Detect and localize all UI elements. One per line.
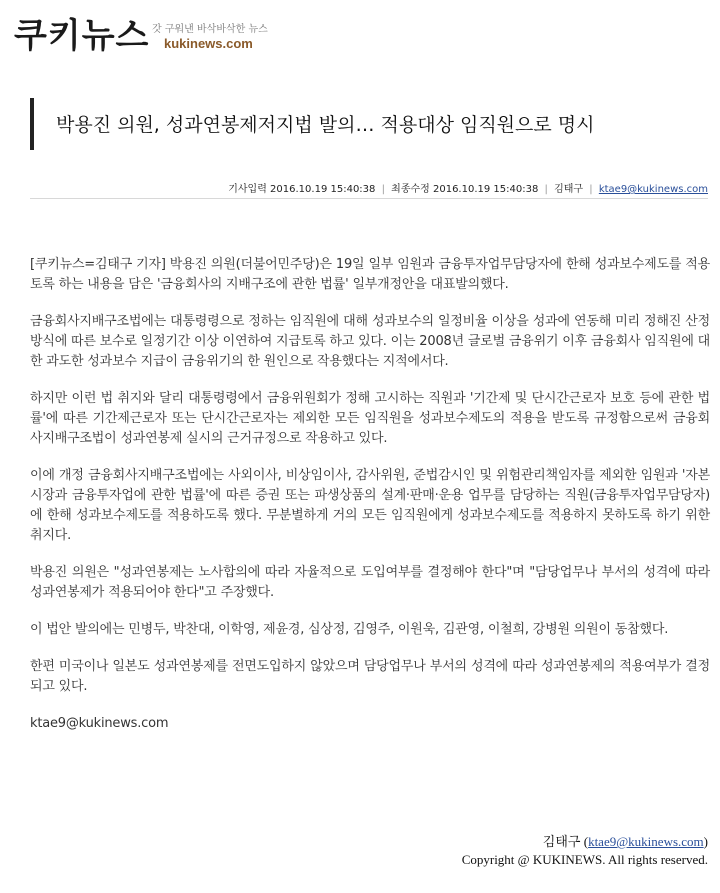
article-paragraph: 이에 개정 금융회사지배구조법에는 사외이사, 비상임이사, 감사위원, 준법감시인 및 위험관리책임자를 제외한 임원과 '자본시장과 금융투자업에 관한 법률'에 따른 증권 또는 파생상품의 설계·판매·운용 업무를 담당하는 직원(금융투자업무담당자)에 한해 성과보수제도를 적용하도록 했다. 무분별하게 거의 모든 임직원에게 성과보수제도를 적용하지 못하도록 하기 위한 취지다. [30, 468, 710, 543]
footer-author: 김태구 [542, 834, 581, 849]
article-paragraph: 이 법안 발의에는 민병두, 박찬대, 이학영, 제윤경, 심상정, 김영주, 이원욱, 김관영, 이철희, 강병원 의원이 동참했다. [30, 622, 669, 637]
meta-divider: | [381, 184, 385, 195]
article-title: 박용진 의원, 성과연봉제저지법 발의… 적용대상 임직원으로 명시 [56, 114, 595, 136]
site-slogan: 갓 구워낸 바삭바삭한 뉴스 [152, 24, 268, 35]
published-date: 2016.10.19 15:40:38 [270, 184, 376, 195]
title-bar [30, 98, 595, 150]
site-logo[interactable]: 쿠키뉴스 [14, 16, 150, 56]
modified-label: 최종수정 [391, 184, 430, 195]
meta-author: 김태구 [554, 184, 584, 195]
header-divider [30, 198, 708, 199]
article-paragraph: [쿠키뉴스=김태구 기자] 박용진 의원(더불어민주당)은 19일 일부 임원과 금융투자업무담당자에 한해 성과보수제도를 적용토록 하는 내용을 담은 '금융회사의 지배구조에 관한 법률' 일부개정안을 대표발의했다. [30, 257, 710, 292]
published-label: 기사입력 [228, 184, 267, 195]
article-paragraph: 박용진 의원은 "성과연봉제는 노사합의에 따라 자율적으로 도입여부를 결정해야 한다"며 "담당업무나 부서의 성격에 따라 성과연봉제가 적용되어야 한다"고 주장했다. [30, 565, 710, 600]
article-paragraph: 한편 미국이나 일본도 성과연봉제를 전면도입하지 않았으며 담당업무나 부서의 성격에 따라 성과연봉제의 적용여부가 결정되고 있다. [30, 659, 710, 694]
site-header [12, 14, 412, 64]
page-footer [462, 833, 708, 869]
article-meta [228, 180, 708, 195]
article-body [30, 255, 710, 751]
article-byline-email: ktae9@kukinews.com [30, 716, 169, 731]
meta-author-email-link[interactable]: ktae9@kukinews.com [598, 184, 708, 195]
article-paragraph: 금융회사지배구조법에는 대통령령으로 정하는 임직원에 대해 성과보수의 일정비율 이상을 성과에 연동해 미리 정해진 산정방식에 따른 보수로 일정기간 이상 이연하여 지급토록 하고 있다. 이는 2008년 글로벌 금융위기 이후 금융회사 임직원에 대한 과도한 성과보수 지급이 금융위기의 한 원인으로 작용했다는 지적에서다. [30, 314, 710, 369]
footer-copyright: Copyright @ KUKINEWS. All rights reserved. [461, 852, 708, 867]
meta-divider: | [589, 184, 593, 195]
article-paragraph: 하지만 이런 법 취지와 달리 대통령령에서 금융위원회가 정해 고시하는 직원과 '기간제 및 단시간근로자 보호 등에 관한 법률'에 따른 기간제근로자 또는 단시간근로자는 제외한 모든 임직원을 성과보수제도의 적용을 받도록 규정함으로써 금융회사지배구조법이 성과연봉제 실시의 근거규정으로 작용하고 있다. [30, 391, 710, 446]
site-domain[interactable]: kukinews.com [164, 36, 253, 51]
meta-divider: | [544, 184, 548, 195]
modified-date: 2016.10.19 15:40:38 [432, 184, 539, 195]
footer-author-line: 김태구 (ktae9@kukinews.com) [542, 834, 708, 849]
footer-email-link[interactable]: ktae9@kukinews.com [588, 834, 704, 849]
